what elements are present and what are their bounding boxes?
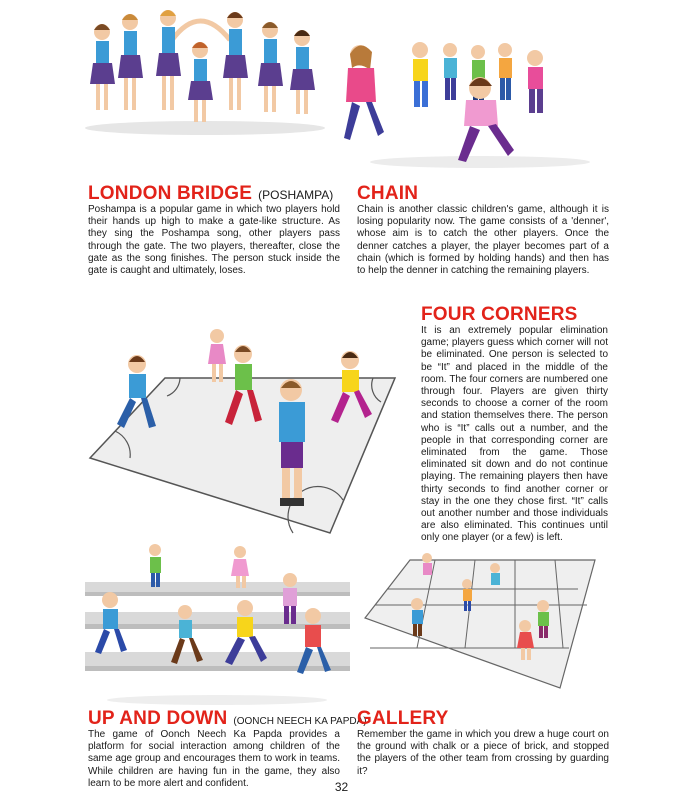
up-and-down-body: The game of Oonch Neech Ka Papda provides a platform for social interaction among children of the same age group and encourages them to work in teams. While children are having fun in the game, they also learn to be more alert and confident. — [88, 729, 340, 789]
gallery-title: GALLERY — [357, 708, 449, 729]
london-bridge-illustration — [80, 0, 330, 135]
chain-body: Chain is another classic children's game, although it is losing popularity now. The game consists of a 'denner', whose aim is to catch the other players. Once the denner catches a player, the player becomes part of a chain (which is formed by holding hands) and then has to help the denner in catching the remaining players. — [357, 204, 609, 277]
chain-title: CHAIN — [357, 183, 419, 204]
chain-illustration — [330, 10, 600, 170]
gallery-illustration — [355, 548, 600, 696]
london-bridge-title: LONDON BRIDGE — [88, 183, 253, 204]
page-number: 32 — [334, 780, 349, 794]
four-corners-title: FOUR CORNERS — [421, 304, 578, 325]
up-and-down-title: UP AND DOWN — [88, 708, 228, 729]
gallery-body: Remember the game in which you drew a huge court on the ground with chalk or a piece of brick, and stopped the players of the other team from crossing by guarding it? — [357, 729, 609, 777]
london-bridge-body: Poshampa is a popular game in which two players hold their hands up high to make a gate-like structure. As they sing the Poshampa song, other players pass through the gate. The two players, thereafter, close the gate as the song finishes. The person stuck inside the gate is caught and ultimately, loses. — [88, 204, 340, 277]
up-and-down-subtitle: (OONCH NEECH KA PAPDA) — [233, 716, 367, 727]
chain-heading — [357, 183, 418, 205]
gallery-heading — [357, 708, 448, 730]
four-corners-body: It is an extremely popular elimination game; players guess which corner will not be eliminated. One person is selected to be “It” and placed in the middle of the room. The four corners are numbered one through four. Players are given thirty seconds to choose a corner of the room and station themselves there. The person who is “It” calls out a number, and the people in that corresponding corner are eliminated from the game. Those eliminated sit down and do not continue playing. The remaining players then have thirty seconds to find another corner or stay in the one they chose first. “It” calls out another number and those individuals are also eliminated. This continues until only one player (or a few) is left. — [421, 325, 608, 544]
up-and-down-heading — [88, 708, 367, 730]
london-bridge-heading — [88, 183, 333, 205]
up-and-down-illustration — [85, 540, 350, 705]
four-corners-illustration — [85, 318, 410, 540]
four-corners-heading — [421, 304, 578, 326]
london-bridge-subtitle: (POSHAMPA) — [258, 188, 334, 202]
